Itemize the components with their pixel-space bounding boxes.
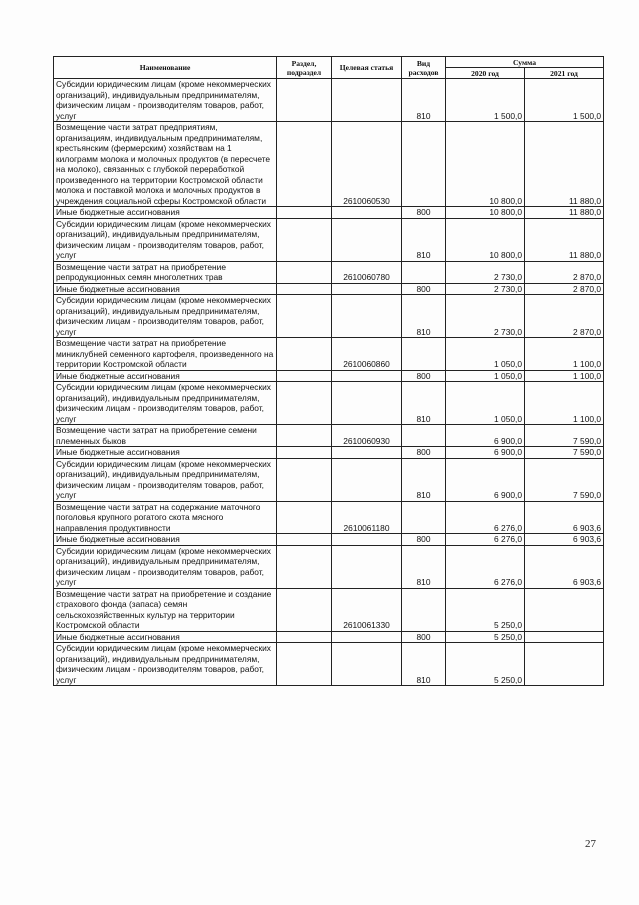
cell-sum-2020: 6 900,0 — [446, 458, 525, 501]
cell-section — [277, 122, 332, 207]
table-row — [54, 447, 604, 459]
cell-section — [277, 295, 332, 338]
cell-target: 2610061180 — [332, 501, 402, 534]
cell-target — [332, 382, 402, 425]
cell-target — [332, 295, 402, 338]
budget-table — [53, 56, 604, 686]
cell-sum-2020: 2 730,0 — [446, 283, 525, 295]
cell-target — [332, 283, 402, 295]
cell-type: 800 — [402, 631, 446, 643]
cell-section — [277, 338, 332, 371]
cell-section — [277, 643, 332, 686]
cell-type: 800 — [402, 283, 446, 295]
cell-type: 800 — [402, 370, 446, 382]
cell-section — [277, 534, 332, 546]
cell-section — [277, 218, 332, 261]
cell-target — [332, 447, 402, 459]
cell-section — [277, 588, 332, 631]
cell-type — [402, 588, 446, 631]
cell-sum-2020: 5 250,0 — [446, 588, 525, 631]
cell-type — [402, 425, 446, 447]
cell-name: Иные бюджетные ассигнования — [54, 534, 277, 546]
cell-name: Иные бюджетные ассигнования — [54, 631, 277, 643]
cell-sum-2020: 1 050,0 — [446, 370, 525, 382]
cell-type: 800 — [402, 534, 446, 546]
cell-type: 810 — [402, 79, 446, 122]
cell-target — [332, 534, 402, 546]
cell-section — [277, 458, 332, 501]
cell-name: Иные бюджетные ассигнования — [54, 370, 277, 382]
cell-sum-2020: 1 500,0 — [446, 79, 525, 122]
cell-sum-2021: 7 590,0 — [525, 425, 604, 447]
table-row — [54, 338, 604, 371]
cell-sum-2021: 7 590,0 — [525, 447, 604, 459]
cell-target: 2610060860 — [332, 338, 402, 371]
cell-target: 2610061330 — [332, 588, 402, 631]
cell-sum-2021: 2 870,0 — [525, 261, 604, 283]
table-row — [54, 588, 604, 631]
cell-name: Субсидии юридическим лицам (кроме некоммерческих организаций), индивидуальным предпринимателям, физическим лицам - производителям товаров, работ, услуг — [54, 382, 277, 425]
table-row — [54, 295, 604, 338]
header-year-2021: 2021 год — [525, 68, 604, 79]
header-type: Вид расходов — [402, 57, 446, 79]
cell-target: 2610060930 — [332, 425, 402, 447]
cell-section — [277, 207, 332, 219]
cell-sum-2020: 10 800,0 — [446, 218, 525, 261]
cell-sum-2020: 1 050,0 — [446, 382, 525, 425]
cell-sum-2021: 6 903,6 — [525, 534, 604, 546]
cell-section — [277, 631, 332, 643]
cell-sum-2020: 6 900,0 — [446, 425, 525, 447]
cell-sum-2021: 6 903,6 — [525, 545, 604, 588]
cell-type — [402, 122, 446, 207]
cell-target — [332, 207, 402, 219]
cell-name: Возмещение части затрат на приобретение миниклубней семенного картофеля, произведенного на территории Костромской области — [54, 338, 277, 371]
cell-sum-2020: 2 730,0 — [446, 295, 525, 338]
cell-section — [277, 382, 332, 425]
table-row — [54, 283, 604, 295]
cell-name: Возмещение части затрат предприятиям, организациям, индивидуальным предпринимателям, крестьянским (фермерским) хозяйствам на 1 килограмм молока и молочных продуктов (в пересчете на молоко), связанных с глубокой переработкой произведенного на территории Костромской области молока и поставкой молока и молочных продуктов в учреждения социальной сферы Костромской области — [54, 122, 277, 207]
cell-sum-2021 — [525, 643, 604, 686]
cell-section — [277, 283, 332, 295]
table-row — [54, 534, 604, 546]
cell-target — [332, 458, 402, 501]
table-row — [54, 79, 604, 122]
cell-name: Субсидии юридическим лицам (кроме некоммерческих организаций), индивидуальным предпринимателям, физическим лицам - производителям товаров, работ, услуг — [54, 458, 277, 501]
table-row — [54, 545, 604, 588]
cell-section — [277, 370, 332, 382]
cell-target — [332, 545, 402, 588]
table-row — [54, 643, 604, 686]
cell-sum-2021: 2 870,0 — [525, 295, 604, 338]
cell-sum-2021: 2 870,0 — [525, 283, 604, 295]
cell-sum-2020: 5 250,0 — [446, 643, 525, 686]
cell-name: Иные бюджетные ассигнования — [54, 447, 277, 459]
header-row — [54, 57, 604, 68]
cell-sum-2021: 1 500,0 — [525, 79, 604, 122]
cell-name: Субсидии юридическим лицам (кроме некоммерческих организаций), индивидуальным предпринимателям, физическим лицам - производителям товаров, работ, услуг — [54, 295, 277, 338]
table-row — [54, 122, 604, 207]
cell-name: Субсидии юридическим лицам (кроме некоммерческих организаций), индивидуальным предпринимателям, физическим лицам - производителям товаров, работ, услуг — [54, 643, 277, 686]
cell-section — [277, 501, 332, 534]
cell-sum-2021: 6 903,6 — [525, 501, 604, 534]
cell-section — [277, 447, 332, 459]
cell-sum-2020: 10 800,0 — [446, 122, 525, 207]
cell-type: 810 — [402, 545, 446, 588]
header-section: Раздел, подраздел — [277, 57, 332, 79]
cell-sum-2021: 1 100,0 — [525, 382, 604, 425]
cell-name: Иные бюджетные ассигнования — [54, 207, 277, 219]
cell-name: Возмещение части затрат на приобретение семени племенных быков — [54, 425, 277, 447]
cell-name: Субсидии юридическим лицам (кроме некоммерческих организаций), индивидуальным предпринимателям, физическим лицам - производителям товаров, работ, услуг — [54, 79, 277, 122]
cell-section — [277, 79, 332, 122]
table-row — [54, 631, 604, 643]
cell-name: Возмещение части затрат на приобретение репродукционных семян многолетних трав — [54, 261, 277, 283]
cell-target — [332, 218, 402, 261]
cell-sum-2020: 5 250,0 — [446, 631, 525, 643]
page-number: 27 — [585, 838, 596, 850]
cell-type: 810 — [402, 458, 446, 501]
cell-sum-2021: 1 100,0 — [525, 370, 604, 382]
cell-sum-2020: 6 276,0 — [446, 534, 525, 546]
table-row — [54, 207, 604, 219]
cell-type — [402, 261, 446, 283]
table-row — [54, 261, 604, 283]
table-row — [54, 458, 604, 501]
cell-sum-2020: 6 276,0 — [446, 501, 525, 534]
table-row — [54, 425, 604, 447]
table-row — [54, 218, 604, 261]
cell-sum-2021 — [525, 588, 604, 631]
cell-sum-2020: 1 050,0 — [446, 338, 525, 371]
cell-type: 810 — [402, 218, 446, 261]
cell-name: Субсидии юридическим лицам (кроме некоммерческих организаций), индивидуальным предпринимателям, физическим лицам - производителям товаров, работ, услуг — [54, 218, 277, 261]
cell-type: 810 — [402, 382, 446, 425]
cell-section — [277, 545, 332, 588]
cell-target — [332, 643, 402, 686]
cell-type: 810 — [402, 643, 446, 686]
cell-target: 2610060530 — [332, 122, 402, 207]
table-row — [54, 501, 604, 534]
cell-name: Субсидии юридическим лицам (кроме некоммерческих организаций), индивидуальным предпринимателям, физическим лицам - производителям товаров, работ, услуг — [54, 545, 277, 588]
cell-name: Возмещение части затрат на приобретение и создание страхового фонда (запаса) семян сельскохозяйственных культур на территории Костромской области — [54, 588, 277, 631]
cell-section — [277, 425, 332, 447]
table-row — [54, 370, 604, 382]
cell-target — [332, 79, 402, 122]
cell-name: Возмещение части затрат на содержание маточного поголовья крупного рогатого скота мясного направления продуктивности — [54, 501, 277, 534]
cell-sum-2021: 11 880,0 — [525, 218, 604, 261]
cell-target — [332, 631, 402, 643]
cell-sum-2021: 11 880,0 — [525, 207, 604, 219]
header-name: Наименование — [54, 57, 277, 79]
cell-type — [402, 501, 446, 534]
cell-target: 2610060780 — [332, 261, 402, 283]
cell-sum-2021: 11 880,0 — [525, 122, 604, 207]
cell-sum-2020: 2 730,0 — [446, 261, 525, 283]
cell-name: Иные бюджетные ассигнования — [54, 283, 277, 295]
cell-section — [277, 261, 332, 283]
cell-type: 800 — [402, 447, 446, 459]
cell-sum-2020: 6 276,0 — [446, 545, 525, 588]
cell-sum-2021: 1 100,0 — [525, 338, 604, 371]
table-body — [54, 79, 604, 686]
cell-sum-2021 — [525, 631, 604, 643]
cell-sum-2021: 7 590,0 — [525, 458, 604, 501]
cell-type: 810 — [402, 295, 446, 338]
cell-type — [402, 338, 446, 371]
header-target: Целевая статья — [332, 57, 402, 79]
cell-sum-2020: 10 800,0 — [446, 207, 525, 219]
cell-sum-2020: 6 900,0 — [446, 447, 525, 459]
cell-target — [332, 370, 402, 382]
cell-type: 800 — [402, 207, 446, 219]
header-year-2020: 2020 год — [446, 68, 525, 79]
table-row — [54, 382, 604, 425]
header-sum: Сумма — [446, 57, 604, 68]
